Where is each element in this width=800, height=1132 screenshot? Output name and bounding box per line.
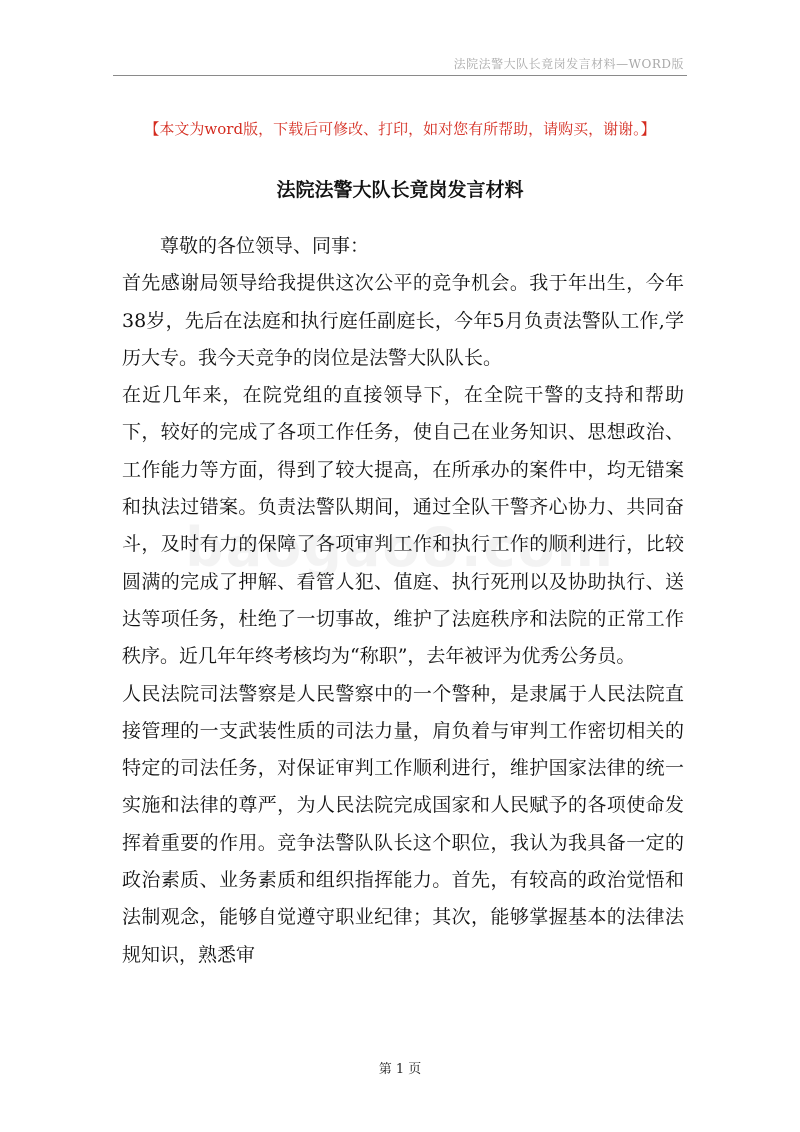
header-divider: [113, 75, 687, 76]
download-notice: 【本文为word版，下载后可修改、打印，如对您有所帮助，请购买，谢谢。】: [144, 120, 656, 138]
body-paragraph-1: 首先感谢局领导给我提供这次公平的竞争机会。我于年出生，今年38岁，先后在法庭和执行庭任副庭长，今年5月负责法警队工作,学历大专。我今天竞争的岗位是法警大队队长。: [122, 272, 684, 369]
page-number: 第 1 页: [378, 1062, 422, 1077]
running-header: 法院法警大队长竟岗发言材料—WORD版: [453, 57, 684, 71]
body-paragraph-3: 人民法院司法警察是人民警察中的一个警种，是隶属于人民法院直接管理的一支武装性质的司法力量，肩负着与审判工作密切相关的特定的司法任务，对保证审判工作顺利进行，维护国家法律的统一实施和法律的尊严，为人民法院完成国家和人民赋予的各项使命发挥着重要的作用。竞争法警队队长这个职位，我认为我具备一定的政治素质、业务素质和组织指挥能力。首先，有较高的政治觉悟和法制观念，能够自觉遵守职业纪律；其次，能够掌握基本的法律法规知识，熟悉审: [122, 682, 684, 966]
document-body: [122, 228, 684, 974]
document-title: 法院法警大队长竟岗发言材料: [276, 179, 524, 201]
body-paragraph-2: 在近几年来，在院党组的直接领导下，在全院干警的支持和帮助下，较好的完成了各项工作任务，使自己在业务知识、思想政治、工作能力等方面，得到了较大提高，在所承办的案件中，均无错案和执法过错案。负责法警队期间，通过全队干警齐心协力、共同奋斗，及时有力的保障了各项审判工作和执行工作的顺利进行，比较圆满的完成了押解、看管人犯、值庭、执行死刑以及协助执行、送达等项任务，杜绝了一切事故，维护了法庭秩序和法院的正常工作秩序。近几年年终考核均为“称职”，去年被评为优秀公务员。: [122, 384, 684, 668]
salutation: 尊敬的各位领导、同事：: [160, 235, 370, 257]
